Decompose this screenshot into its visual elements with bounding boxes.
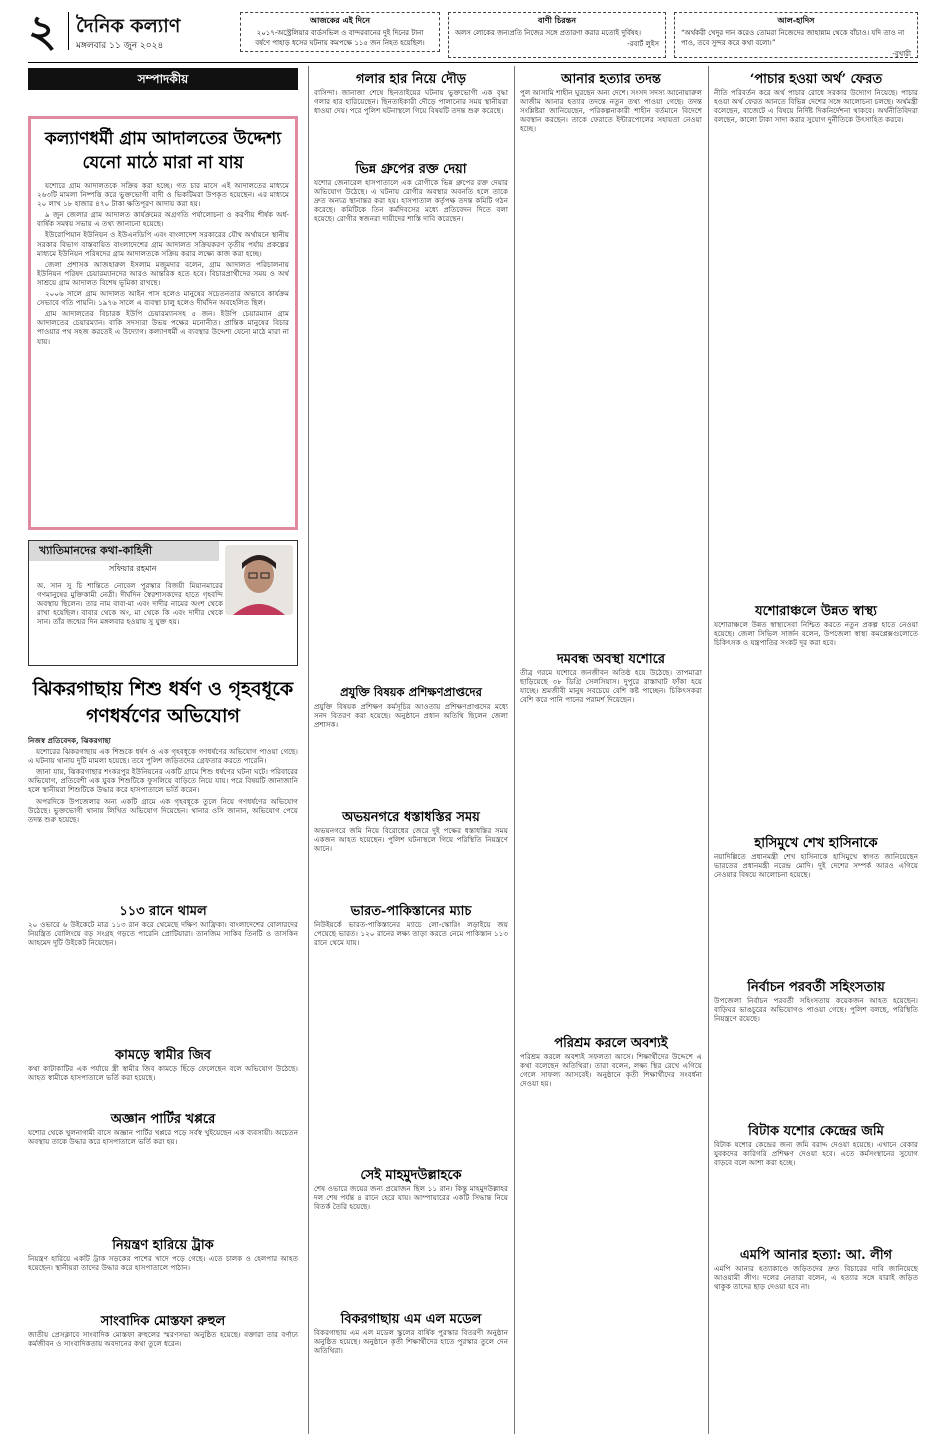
- col2-headline-3: প্রযুক্তি বিষয়ক প্রশিক্ষণপ্রাপ্তদের: [340, 685, 482, 699]
- col2-story-7: বিকরগাছায় এম এল মডেল স্কুলের বার্ষিক পুরস্কার বিতরণী অনুষ্ঠান অনুষ্ঠিত হয়েছে। অনুষ্ঠানে কৃতী শিক্ষার্থীদের হাতে পুরস্কার তুলে দেন অতিথিরা।: [314, 1328, 508, 1356]
- col4-story-6: এমপি আনার হত্যাকাণ্ডে জড়িতদের দ্রুত বিচারের দাবি জানিয়েছে আওয়ামী লীগ। দলের নেতারা বলেন, এ হত্যার সঙ্গে যারাই জড়িত থাকুক তাদের ছাড় দেওয়া হবে না।: [714, 1264, 918, 1292]
- col4-headline-5: বিটাক যশোর কেন্দ্রের জমি: [748, 1124, 884, 1139]
- col3-headline-1: আনার হত্যার তদন্ত: [561, 72, 661, 87]
- today-line-1: ২০১৭-অস্ট্রেলিয়ার বার্ডসভিল ও বান্দরবানের দুই দিনের টানা: [256, 29, 424, 37]
- celebrity-column-box: [28, 540, 298, 666]
- col2-headline-7: বিকরগাছায় এম এল মডেল: [340, 1312, 482, 1327]
- lead-story-paragraph: অপরদিকে উপজেলার অন্য একটি গ্রামে এক গৃহবধূকে তুলে নিয়ে গণধর্ষণের অভিযোগ উঠেছে। ভুক্তভোগী থানায় লিখিত অভিযোগ দিয়েছেন। থানার ওসি জানান, অভিযোগ পেয়ে তদন্ত শুরু হয়েছে।: [28, 796, 298, 824]
- today-in-history-box: [240, 12, 440, 52]
- celebrity-column-author: সফিয়ার রহমান: [109, 564, 157, 573]
- col2-story-2: যশোর জেনারেল হাসপাতালে এক রোগীকে ভিন্ন গ্রুপের রক্ত দেয়ার অভিযোগ উঠেছে। এ ঘটনায় রোগীর অবস্থার অবনতি হলে তাকে দ্রুত অন্যত্র স্থানান্তর করা হয়। হাসপাতাল কর্তৃপক্ষ তদন্ত কমিটি গঠন করেছে। কমিটিকে তিন কর্মদিবসের মধ্যে প্রতিবেদন দিতে বলা হয়েছে। রোগীর স্বজনরা দায়ীদের শাস্তি দাবি করেছেন।: [314, 178, 508, 224]
- col3-headline-2: দমবন্ধ অবস্থা যশোরে: [556, 652, 666, 667]
- subhead-truck: নিয়ন্ত্রণ হারিয়ে ট্রাক: [112, 1238, 214, 1253]
- col4-story-1: নীতি পরিবর্তন করে অর্থ পাচার রোধে সরকার উদ্যোগ নিয়েছে। পাচার হওয়া অর্থ ফেরত আনতে বিভিন্ন দেশের সঙ্গে আলোচনা চলছে। অর্থমন্ত্রী বলেছেন, বাজেটে এ বিষয়ে নির্দিষ্ট দিকনির্দেশনা থাকবে। অর্থনীতিবিদরা বলছেন, কালো টাকা সাদা করার সুযোগ দুর্নীতিকে উৎসাহিত করবে।: [714, 88, 918, 125]
- editorial-section-label: সম্পাদকীয়: [28, 68, 298, 90]
- hadith-title: আল-হাদিস: [777, 15, 815, 25]
- col2-headline-2: ভিন্ন গ্রুপের রক্ত দেয়া: [355, 162, 467, 177]
- celebrity-column-title: খ্যাতিমানদের কথা-কাহিনী: [29, 541, 219, 561]
- celebrity-column-text: অ. সান সু চি শান্তিতে নোবেল পুরস্কার বিজয়ী মিয়ানমারের গণমানুষের মুক্তিকামী নেত্রী। দীর্ঘদিন স্বৈরশাসকদের হাতে গৃহবন্দি অবস্থায় ছিলেন। তার নাম বাবা-মা এবং দাদীর নামের অংশ থেকে রাখা হয়েছিল। বাবার থেকে অং, মা থেকে কি এবং দাদীর থেকে সান। তাঁর জন্মের দিন মঙ্গলবার হওয়ায় সু যুক্ত হয়।: [37, 581, 223, 627]
- col2-headline-5: ভারত-পাকিস্তানের ম্যাচ: [350, 904, 472, 919]
- hadith-box: [674, 12, 918, 58]
- col2-story-6: শেষ ওভারে জয়ের জন্য প্রয়োজন ছিল ১১ রান। কিন্তু মাহমুদউল্লাহর দল শেষ পর্যন্ত ৪ রানে হেরে যায়। আম্পায়ারের একটি সিদ্ধান্ত নিয়ে বিতর্ক তৈরি হয়েছে।: [314, 1184, 508, 1212]
- editorial-body: [37, 181, 289, 503]
- col4-headline-4: নির্বাচন পরবর্তী সহিংসতায়: [747, 980, 885, 995]
- subhead-journalist: সাংবাদিক মোস্তফা রুহুল: [100, 1314, 226, 1329]
- col4-headline-2: যশোরাঞ্চলে উন্নত স্বাস্থ্য: [755, 604, 877, 619]
- editorial-headline: কল্যাণধর্মী গ্রাম আদালতের উদ্দেশ্য যেনো মাঠে মারা না যায়: [44, 129, 282, 173]
- editorial-paragraph: ইউরোপিয়ান ইউনিয়ন ও ইউএনডিপি এবং বাংলাদেশ সরকারের যৌথ অর্থায়নে স্থানীয় সরকার বিভাগ বাস্তবায়িত বাংলাদেশের গ্রাম আদালত সক্রিয়করণ তৃতীয় পর্যায় প্রকল্পের মাধ্যমে ইউনিয়ন পরিষদের গ্রাম আদালতকে সক্রিয় করার লক্ষ্যে কাজ করা হচ্ছে।: [37, 230, 289, 258]
- subhead-unconscious-party: অজ্ঞান পার্টির খপ্পরে: [110, 1112, 216, 1127]
- col3-story-3: পরিশ্রম করলে অবশ্যই সফলতা আসে। শিক্ষার্থীদের উদ্দেশে এ কথা বলেছেন অতিথিরা। তারা বলেন, লক্ষ্য স্থির রেখে এগিয়ে গেলে সাফল্য আসবেই। অনুষ্ঠানে কৃতী শিক্ষার্থীদের সংবর্ধনা দেওয়া হয়।: [520, 1052, 702, 1089]
- hadith-text: “অর্থকরী খেদুর দান করেও তোমরা নিজেদের জাহান্নাম থেকে বাঁচাও। যদি তাও না পাও, তবে সুন্দর করে কথা বলো।”: [681, 29, 905, 47]
- subhead-tongue-bite: কামড়ে স্বামীর জিব: [115, 1048, 211, 1063]
- hadith-source: -বুখারী: [892, 50, 911, 58]
- editorial-paragraph: যশোরে গ্রাম আদালতকে সক্রিয় করা হচ্ছে। গত চার মাসে এই আদালতের মাধ্যমে ২৬৩টি মামলা নিষ্পত্তি করে ভুক্তভোগী বাদী ও ভিকটিমরা উপকৃত হয়েছেন। এর মাধ্যমে ২০ লাখ ১৮ হাজার ৪৭০ টাকা ক্ষতিপূরণ আদায় করা হয়।: [37, 181, 289, 209]
- editorial-paragraph: ৯ জুন জেলার গ্রাম আদালত কার্যক্রমের অগ্রগতি পর্যালোচনা ও করণীয় শীর্ষক অর্ধ-বার্ষিক সমন্বয় সভায় এ তথ্য জানানো হয়েছে।: [37, 210, 289, 229]
- col2-story-3: প্রযুক্তি বিষয়ক প্রশিক্ষণ কর্মসূচির আওতায় প্রশিক্ষণপ্রাপ্তদের মধ্যে সনদ বিতরণ করা হয়েছে। অনুষ্ঠানে প্রধান অতিথি ছিলেন জেলা প্রশাসক।: [314, 702, 508, 730]
- story-journalist: জাতীয় প্রেসক্লাবে সাংবাদিক মোস্তফা রুহুলের স্মরণসভা অনুষ্ঠিত হয়েছে। বক্তারা তার বর্ণাঢ্য কর্মজীবন ও সাংবাদিকতায় অবদানের কথা তুলে ধরেন।: [28, 1330, 298, 1349]
- story-unconscious-party: যশোর থেকে খুলনাগামী বাসে অজ্ঞান পার্টির খপ্পরে পড়ে সর্বস্ব খুইয়েছেন এক ব্যবসায়ী। অচেতন অবস্থায় তাকে উদ্ধার করে হাসপাতালে ভর্তি করা হয়।: [28, 1128, 298, 1147]
- subhead-113-runs: ১১৩ রানে থামল: [119, 904, 207, 919]
- quote-author: -রবার্ট লুইস: [627, 40, 659, 48]
- editorial-paragraph: ২০০৬ সালে গ্রাম আদালত আইন পাস হলেও মানুষের সচেতনতার অভাবে কার্যক্রম সেভাবে গতি পায়নি। ১৯৭৬ সালে এ ব্যবস্থা চালু হলেও দীর্ঘদিন অবহেলিত ছিল।: [37, 289, 289, 308]
- col2-headline-1: গলার হার নিয়ে দৌড়: [356, 72, 466, 87]
- today-line-2: বর্ষণে পাহাড় ধসের ঘটনায় কমপক্ষে ১১৫ জন নিহত হয়েছিল।: [255, 39, 425, 47]
- editorial-paragraph: জেলা প্রশাসক আজহারুল ইসলাম মজুমদার বলেন, গ্রাম আদালত পরিচালনায় ইউনিয়ন পরিষদ চেয়ারম্যানদের আরও আন্তরিক হতে হবে। বিচারপ্রার্থীদের সময় ও অর্থ সাশ্রয়ে গ্রাম আদালত বিশেষ ভূমিকা রাখছে।: [37, 259, 289, 287]
- col4-headline-6: এমপি আনার হত্যা: আ. লীগ: [739, 1248, 893, 1263]
- lead-story-headline: ঝিকরগাছায় শিশু ধর্ষণ ও গৃহবধূকে গণধর্ষণের অভিযোগ: [32, 678, 294, 727]
- col4-story-4: উপজেলা নির্বাচন পরবর্তী সহিংসতায় কয়েকজন আহত হয়েছেন। বাড়িঘর ভাঙচুরের অভিযোগও পাওয়া গেছে। পুলিশ বলছে, পরিস্থিতি নিয়ন্ত্রণে রয়েছে।: [714, 996, 918, 1024]
- story-truck: নিয়ন্ত্রণ হারিয়ে একটি ট্রাক সড়কের পাশের খাদে পড়ে গেছে। এতে চালক ও হেলপার আহত হয়েছেন। স্থানীয়রা তাদের উদ্ধার করে হাসপাতালে পাঠান।: [28, 1254, 298, 1273]
- col4-story-5: বিটাক যশোর কেন্দ্রের জন্য জমি বরাদ্দ দেওয়া হয়েছে। এখানে বেকার যুবকদের কারিগরি প্রশিক্ষণ দেওয়া হবে। এতে কর্মসংস্থানের সুযোগ বাড়বে বলে আশা করা হচ্ছে।: [714, 1140, 918, 1168]
- page-number: ২: [28, 6, 57, 57]
- col3-headline-3: পরিশ্রম করলে অবশ্যই: [554, 1036, 668, 1051]
- story-113-runs: ২০ ওভারে ৬ উইকেটে মাত্র ১১৩ রান করে থেমেছে দক্ষিণ আফ্রিকা। বাংলাদেশের বোলারদের নিয়ন্ত্রিত বোলিংয়ে বড় সংগ্রহ গড়তে পারেনি প্রোটিয়ারা। তানজিম সাকিব তিনটি ও তাসকিন আহমেদ দুটি উইকেট নিয়েছেন।: [28, 920, 298, 948]
- col2-story-1: বাসিন্দা। জানাজা শেষে ছিনতাইয়ের ঘটনায় ভুক্তভোগী এক বৃদ্ধা গলার হার হারিয়েছেন। ছিনতাইকারী দৌড়ে পালানোর সময় স্থানীয়রা ধাওয়া দেয়। পরে পুলিশ ঘটনাস্থলে গিয়ে বিষয়টি তদন্ত শুরু করেছে।: [314, 88, 508, 116]
- col4-story-2: যশোরাঞ্চলে উন্নত স্বাস্থ্যসেবা নিশ্চিত করতে নতুন প্রকল্প হাতে নেওয়া হয়েছে। জেলা সিভিল সার্জন বলেন, উপজেলা স্বাস্থ্য কমপ্লেক্সগুলোতে চিকিৎসক ও যন্ত্রপাতির সংকট দূর করা হবে।: [714, 620, 918, 648]
- paper-name: দৈনিক কল্যাণ: [76, 15, 181, 37]
- page-date: মঙ্গলবার ১১ জুন ২০২৪: [76, 41, 164, 51]
- col2-headline-6: সেই মাহমুদউল্লাহকে: [360, 1168, 462, 1183]
- story-tongue-bite: কথা কাটাকাটির এক পর্যায়ে স্ত্রী স্বামীর জিব কামড়ে ছিঁড়ে ফেলেছেন বলে অভিযোগ উঠেছে। আহত স্বামীকে হাসপাতালে ভর্তি করা হয়েছে।: [28, 1064, 298, 1083]
- col2-headline-4: অভয়নগরে ধস্তাধস্তির সময়: [342, 810, 480, 825]
- col4-headline-1: ‘পাচার হওয়া অর্থ’ ফেরত: [749, 72, 883, 87]
- col4-headline-3: হাসিমুখে শেখ হাসিনাকে: [754, 836, 878, 851]
- col3-story-2: তীব্র গরমে যশোরে জনজীবন অতিষ্ঠ হয়ে উঠেছে। তাপমাত্রা ছাড়িয়েছে ৩৮ ডিগ্রি সেলসিয়াস। দুপুরে রাস্তাঘাট ফাঁকা হয়ে যাচ্ছে। শ্রমজীবী মানুষ সবচেয়ে বেশি কষ্ট পাচ্ছেন। চিকিৎসকরা বেশি করে পানি পানের পরামর্শ দিয়েছেন।: [520, 668, 702, 705]
- quote-title: বাণী চিরন্তন: [538, 15, 576, 25]
- lead-story-paragraph: যশোরের ঝিকরগাছায় এক শিশুকে ধর্ষণ ও এক গৃহবধূকে গণধর্ষণের অভিযোগ পাওয়া গেছে। এ ঘটনায় থানায় দুটি মামলা হয়েছে। তবে পুলিশ জড়িতদের গ্রেফতার করতে পারেনি।: [28, 747, 298, 766]
- col3-story-1: পুল আসামি শাহীন ঘুরছেন অন্য দেশে। সংসদ সদস্য আনোয়ারুল আজীম আনার হত্যার তদন্তে নতুন তথ্য পাওয়া গেছে। তদন্ত সংশ্লিষ্টরা জানিয়েছেন, পরিকল্পনাকারী শাহীন বর্তমানে বিদেশে অবস্থান করছেন। তাকে ফেরাতে ইন্টারপোলের সহায়তা নেওয়া হচ্ছে।: [520, 88, 702, 134]
- quote-text: অলস লোকের জন্যপ্রতি নিজের সঙ্গে প্রতারণা করার মতোই দুর্বিষহ।: [455, 29, 641, 37]
- masthead: [28, 6, 238, 57]
- eternal-quote-box: [448, 12, 666, 58]
- col2-story-5: নিউইয়র্কে ভারত-পাকিস্তানের ম্যাচে লো-স্কোরিং লড়াইয়ে জয় পেয়েছে ভারত। ১২০ রানের লক্ষ্য তাড়া করতে নেমে পাকিস্তান ১১৩ রানে থেমে যায়।: [314, 920, 508, 948]
- byline: নিজস্ব প্রতিবেদক, ঝিকরগাছা: [28, 736, 111, 745]
- col4-story-3: নয়াদিল্লিতে প্রধানমন্ত্রী শেখ হাসিনাকে হাসিমুখে স্বাগত জানিয়েছেন ভারতের প্রধানমন্ত্রী নরেন্দ্র মোদি। দুই দেশের সম্পর্ক আরও এগিয়ে নেওয়ার বিষয়ে আলোচনা হয়েছে।: [714, 852, 918, 880]
- lead-story-paragraph: জানা যায়, ঝিকরগাছার শংকরপুর ইউনিয়নের একটি গ্রামে শিশু ধর্ষণের ঘটনা ঘটে। পরিবারের অভিযোগ, প্রতিবেশী এক যুবক শিশুটিকে ফুসলিয়ে বাড়িতে নিয়ে যায়। পরে বিষয়টি জানাজানি হলে স্থানীয়রা শিশুটিকে উদ্ধার করে হাসপাতালে ভর্তি করেন।: [28, 767, 298, 795]
- lead-story-body: [28, 736, 298, 896]
- author-photo: [225, 545, 293, 615]
- today-title: আজকের এই দিনে: [310, 15, 370, 25]
- editorial-box: [28, 116, 298, 530]
- col2-story-4: অভয়নগরে জমি নিয়ে বিরোধের জেরে দুই পক্ষের ধস্তাধস্তির সময় একজন আহত হয়েছেন। পুলিশ ঘটনাস্থলে গিয়ে পরিস্থিতি নিয়ন্ত্রণে আনে।: [314, 826, 508, 854]
- editorial-paragraph: গ্রাম আদালতের বিচারক ইউপি চেয়ারম্যানসহ ৫ জন। ইউপি চেয়ারম্যান গ্রাম আদালতের চেয়ারম্যান। বাকি সদস্যরা উভয় পক্ষের মনোনীত। প্রান্তিক মানুষের বিচার পাওয়ার পথ সহজ করতেই এ উদ্যোগ। কল্যাণধর্মী এ ব্যবস্থার উদ্দেশ্য যেনো মাঠে মারা না যায়।: [37, 309, 289, 346]
